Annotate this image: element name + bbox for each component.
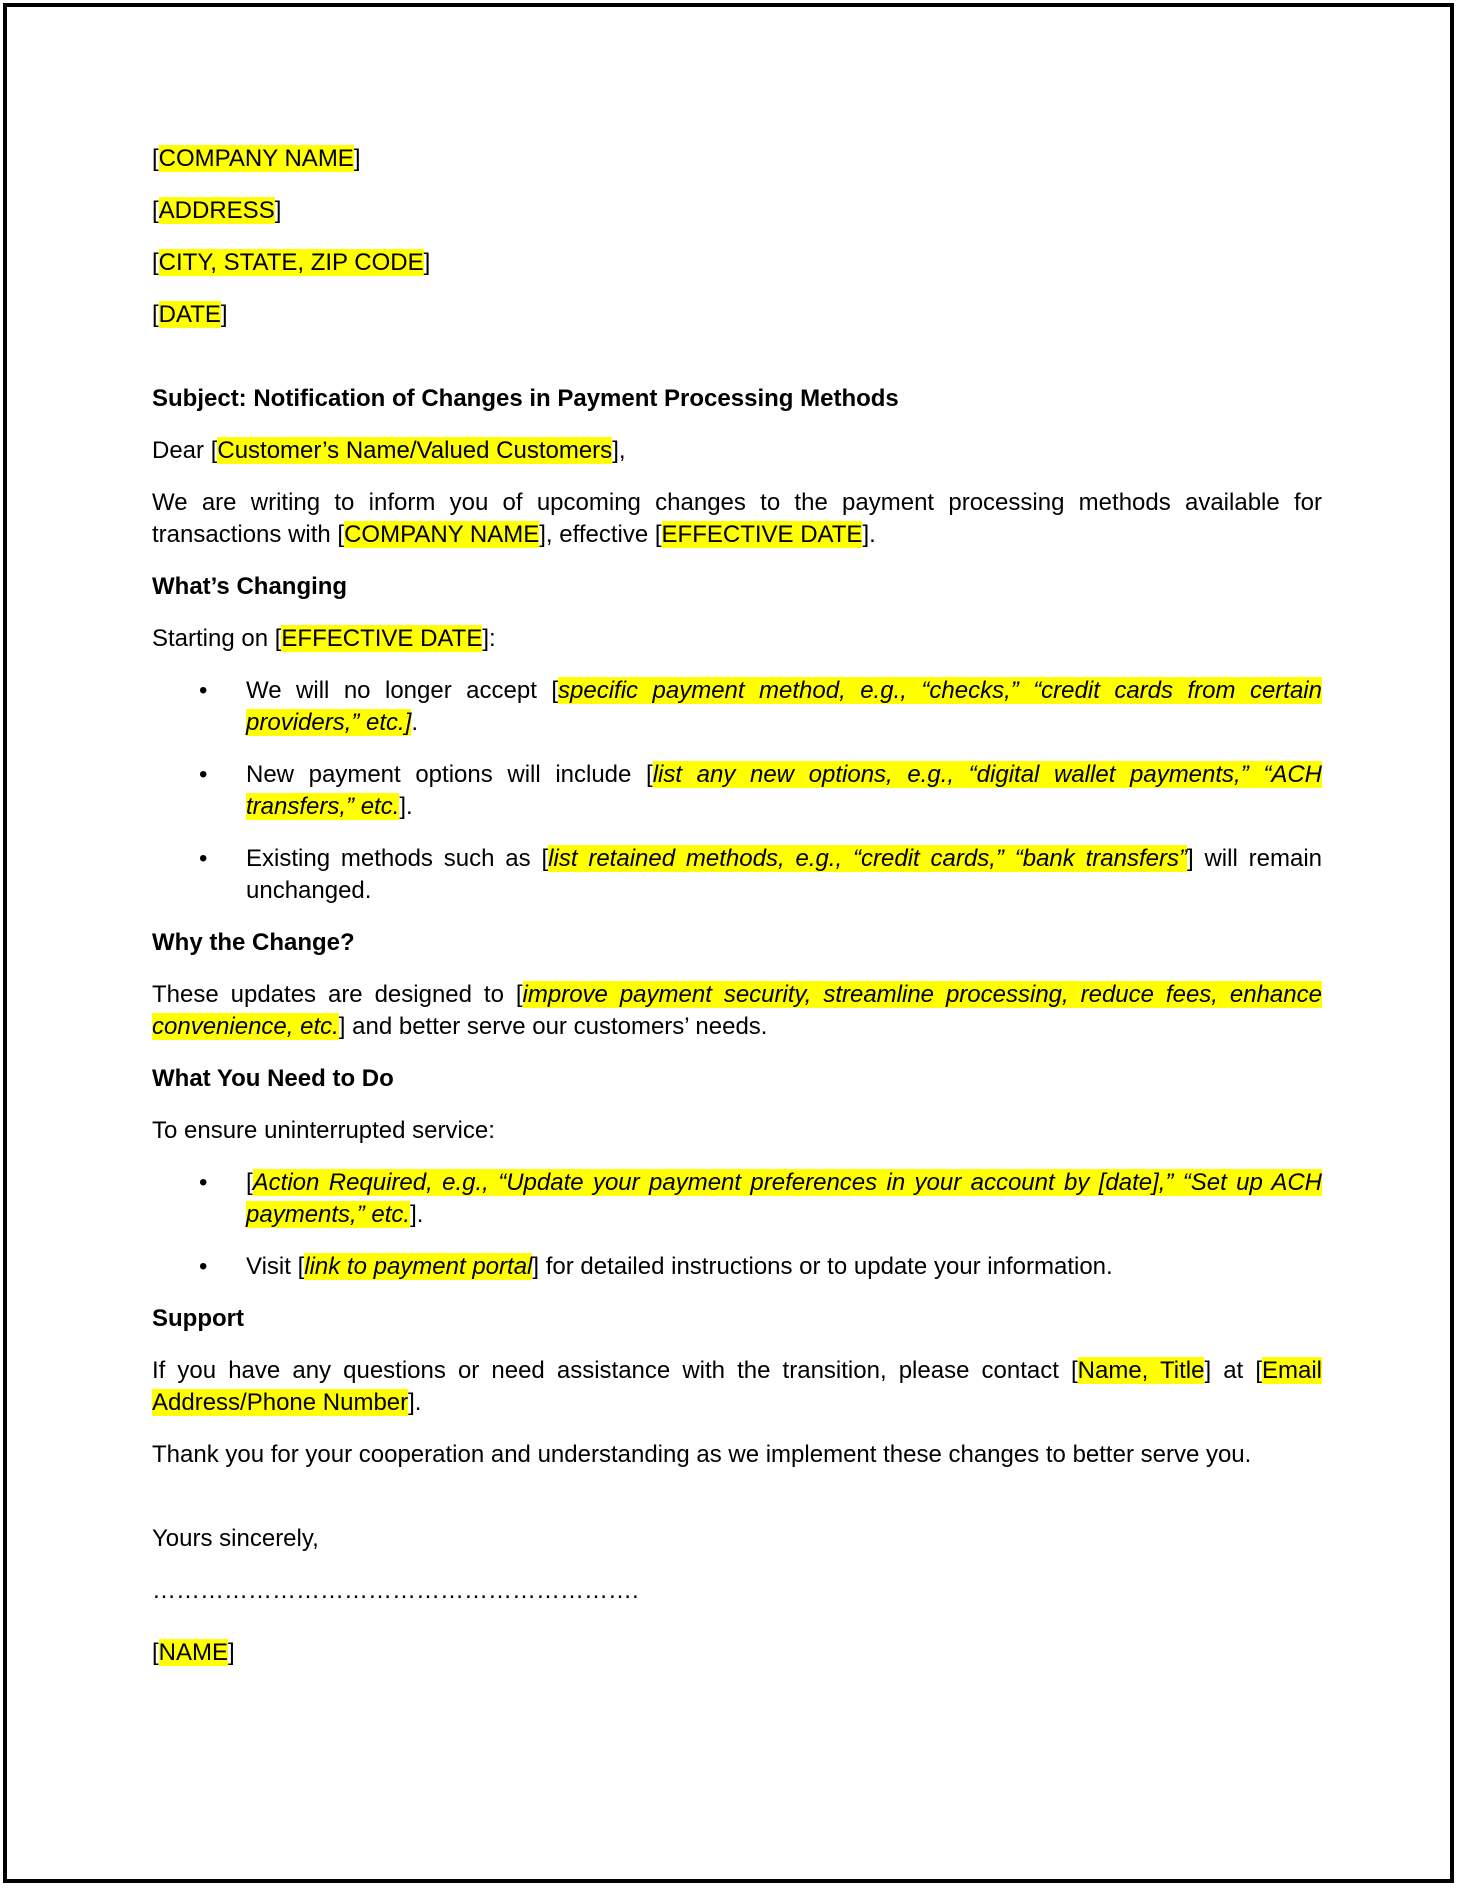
item-text: ].: [399, 793, 413, 820]
intro-text: We are writing to inform you of upcoming changes to the payment processing methods available for transactions with [: [152, 489, 1322, 548]
starting-suffix: ]:: [482, 625, 496, 652]
greeting-prefix: Dear [: [152, 437, 218, 464]
item-placeholder: list retained methods, e.g., “credit cards,” “bank transfers”: [548, 845, 1187, 872]
item-text: We will no longer accept [: [246, 677, 559, 704]
bullet-icon: •: [199, 1253, 208, 1280]
starting-date-placeholder: EFFECTIVE DATE: [281, 625, 483, 652]
company-name-placeholder: COMPANY NAME: [158, 145, 354, 172]
list-item: [152, 843, 1322, 907]
list-item: [152, 1167, 1322, 1231]
signature-line: …………………………………………………….: [152, 1577, 639, 1604]
intro-paragraph: [152, 487, 1322, 551]
item-text: [: [246, 1169, 253, 1196]
why-paragraph: [152, 979, 1322, 1043]
address-line: [ADDRESS]: [152, 197, 282, 224]
changes-list: [152, 675, 1322, 907]
action-list: [152, 1167, 1322, 1283]
support-text: ].: [408, 1389, 422, 1416]
customer-name-placeholder: Customer’s Name/Valued Customers: [217, 437, 613, 464]
why-placeholder: improve payment security, streamline processing, reduce fees, enhance convenience, etc.: [152, 981, 1322, 1040]
subject-line: Subject: Notification of Changes in Payment Processing Methods: [152, 385, 899, 412]
support-paragraph: [152, 1355, 1322, 1419]
what-to-do-intro: To ensure uninterrupted service:: [152, 1117, 495, 1144]
item-text: ] will remain unchanged.: [246, 845, 1323, 904]
item-text: ] for detailed instructions or to update your information.: [532, 1253, 1113, 1280]
item-text: New payment options will include [: [246, 761, 653, 788]
item-placeholder: list any new options, e.g., “digital wallet payments,” “ACH transfers,” etc.: [246, 761, 1323, 820]
city-state-zip-line: [CITY, STATE, ZIP CODE]: [152, 249, 431, 276]
intro-text: ].: [862, 521, 876, 548]
letter-body: [152, 143, 1322, 1669]
item-text: Existing methods such as [: [246, 845, 549, 872]
company-name-line: [COMPANY NAME]: [152, 145, 361, 172]
item-text: ].: [410, 1201, 424, 1228]
bullet-icon: •: [199, 1169, 208, 1196]
support-heading: Support: [152, 1305, 244, 1332]
item-text: Visit [: [246, 1253, 305, 1280]
intro-effective-date-placeholder: EFFECTIVE DATE: [661, 521, 863, 548]
starting-prefix: Starting on [: [152, 625, 282, 652]
city-state-zip-placeholder: CITY, STATE, ZIP CODE: [158, 249, 424, 276]
bullet-icon: •: [199, 677, 208, 704]
bullet-icon: •: [199, 761, 208, 788]
address-placeholder: ADDRESS: [158, 197, 275, 224]
list-item: [152, 1251, 1322, 1283]
intro-company-placeholder: COMPANY NAME: [344, 521, 540, 548]
greeting: [152, 435, 1322, 467]
contact-email-placeholder: Email Address/Phone Number: [152, 1357, 1322, 1416]
document-page: [3, 3, 1454, 1883]
sender-address-block: [152, 143, 1322, 331]
support-text: If you have any questions or need assistance with the transition, please contact [: [152, 1357, 1078, 1384]
date-line: [DATE]: [152, 301, 228, 328]
signer-name-placeholder: NAME: [158, 1639, 229, 1666]
intro-text: ], effective [: [539, 521, 662, 548]
thanks-paragraph: Thank you for your cooperation and understanding as we implement these changes to better serve you.: [152, 1441, 1252, 1468]
why-text: These updates are designed to [: [152, 981, 523, 1008]
portal-link-placeholder: link to payment portal: [304, 1253, 533, 1280]
why-change-heading: Why the Change?: [152, 929, 355, 956]
item-placeholder: specific payment method, e.g., “checks,” “credit cards from certain providers,” etc.]: [246, 677, 1322, 736]
greeting-suffix: ],: [612, 437, 626, 464]
closing-line: Yours sincerely,: [152, 1525, 319, 1552]
list-item: [152, 675, 1322, 739]
contact-name-placeholder: Name, Title: [1077, 1357, 1205, 1384]
why-text: ] and better serve our customers’ needs.: [338, 1013, 768, 1040]
signer-line: [NAME]: [152, 1639, 235, 1666]
date-placeholder: DATE: [158, 301, 221, 328]
list-item: [152, 759, 1322, 823]
item-text: .: [411, 709, 419, 736]
starting-on-line: [152, 623, 1322, 655]
item-placeholder: Action Required, e.g., “Update your payment preferences in your account by [date],” “Set up ACH payments,” etc.: [246, 1169, 1322, 1228]
what-to-do-heading: What You Need to Do: [152, 1065, 394, 1092]
bullet-icon: •: [199, 845, 208, 872]
support-text: ] at [: [1204, 1357, 1262, 1384]
whats-changing-heading: What’s Changing: [152, 573, 348, 600]
